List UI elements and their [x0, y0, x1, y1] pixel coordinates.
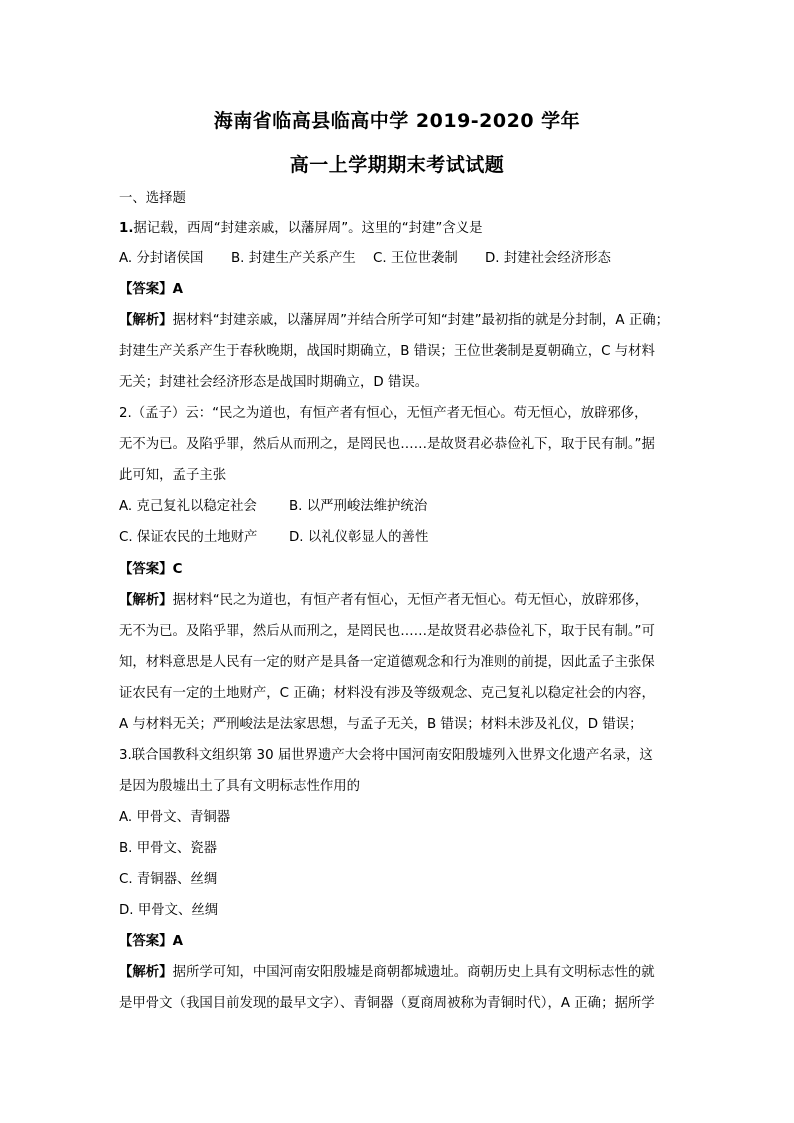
q2-analysis-line2: 无不为已。及陷乎罪，然后从而刑之，是罔民也……是故贤君必恭俭礼下，取于民有制。”可 [119, 624, 655, 639]
document-title-line2: 高一上学期期末考试试题 [289, 154, 505, 176]
q2-stem-line1: 2.（孟子）云：“民之为道也，有恒产者有恒心，无恒产者无恒心。苟无恒心，放辟邪侈， [119, 406, 648, 421]
q1-analysis-text: 据材料“封建亲戚，以藩屏周”并结合所学可知“封建”最初指的就是分封制，A 正确； [172, 313, 670, 328]
q3-option-c: C. 青铜器、丝绸 [119, 872, 218, 887]
q2-answer [119, 560, 681, 579]
q1-analysis-line2: 封建生产关系产生于春秋晚期，战国时期确立，B 错误；王位世袭制是夏朝确立，C 与材料 [119, 344, 655, 359]
q2-options-row2 [119, 528, 681, 547]
q1-option-b: B. 封建生产关系产生 [231, 251, 356, 266]
q3-option-d: D. 甲骨文、丝绸 [119, 903, 219, 918]
q3-analysis-line1 [119, 963, 681, 982]
q2-option-c: C. 保证农民的土地财产 [119, 530, 258, 545]
q3-analysis-label: 【解析】 [119, 965, 173, 980]
q1-stem-text: 据记载，西周“封建亲戚，以藩屏周”。这里的“封建”含义是 [133, 221, 483, 236]
q1-options [119, 249, 681, 268]
q2-analysis-line4: 证农民有一定的土地财产，C 正确；材料没有涉及等级观念、克己复礼以稳定社会的内容， [119, 686, 655, 701]
q3-answer-label: 【答案】 [119, 934, 173, 949]
q1-answer-value: A [172, 282, 183, 297]
q1-analysis-line1 [119, 311, 681, 330]
q2-analysis-line3: 知，材料意思是人民有一定的财产是具备一定道德观念和行为准则的前提，因此孟子主张保 [119, 655, 655, 670]
q2-option-d: D. 以礼仪彰显人的善性 [289, 530, 429, 545]
q1-answer-label: 【答案】 [119, 282, 173, 297]
q1-stem [119, 219, 681, 238]
q2-analysis-label: 【解析】 [119, 593, 173, 608]
q1-analysis-line3: 无关；封建社会经济形态是战国时期确立，D 错误。 [119, 375, 429, 390]
q1-option-a: A. 分封诸侯国 [119, 251, 204, 266]
q2-options-row1 [119, 497, 681, 516]
q2-answer-value: C [172, 562, 183, 577]
q3-answer-value: A [172, 934, 183, 949]
q2-stem-line2: 无不为已。及陷乎罪，然后从而刑之，是罔民也……是故贤君必恭俭礼下，取于民有制。”据 [119, 437, 655, 452]
q3-analysis-text: 据所学可知，中国河南安阳殷墟是商朝都城遗址。商朝历史上具有文明标志性的就 [172, 965, 655, 980]
q3-option-b: B. 甲骨文、瓷器 [119, 841, 218, 856]
q2-stem-line3: 此可知，孟子主张 [119, 468, 227, 483]
q3-stem-line2: 是因为殷墟出土了具有文明标志性作用的 [119, 779, 361, 794]
q1-number: 1. [119, 221, 134, 236]
section-heading: 一、选择题 [119, 191, 186, 206]
q3-answer [119, 932, 681, 951]
q2-option-b: B. 以严刑峻法维护统治 [289, 499, 428, 514]
q1-answer [119, 280, 681, 299]
q2-option-a: A. 克己复礼以稳定社会 [119, 499, 257, 514]
q3-analysis-line2: 是甲骨文（我国目前发现的最早文字）、青铜器（夏商周被称为青铜时代），A 正确；据所学 [119, 996, 655, 1011]
q2-answer-label: 【答案】 [119, 562, 173, 577]
q2-analysis-line1 [119, 591, 681, 610]
q1-analysis-label: 【解析】 [119, 313, 173, 328]
q1-option-c: C. 王位世袭制 [373, 251, 458, 266]
q2-analysis-text: 据材料“民之为道也，有恒产者有恒心，无恒产者无恒心。苟无恒心，放辟邪侈， [172, 593, 649, 608]
q2-analysis-line5: A 与材料无关；严刑峻法是法家思想，与孟子无关，B 错误；材料未涉及礼仪，D 错误； [119, 717, 643, 732]
document-title-line1: 海南省临高县临高中学 2019-2020 学年 [213, 110, 581, 132]
q3-stem-line1: 3.联合国教科文组织第 30 届世界遗产大会将中国河南安阳殷墟列入世界文化遗产名录，这 [119, 748, 653, 763]
q1-option-d: D. 封建社会经济形态 [485, 251, 611, 266]
q3-option-a: A. 甲骨文、青铜器 [119, 810, 231, 825]
